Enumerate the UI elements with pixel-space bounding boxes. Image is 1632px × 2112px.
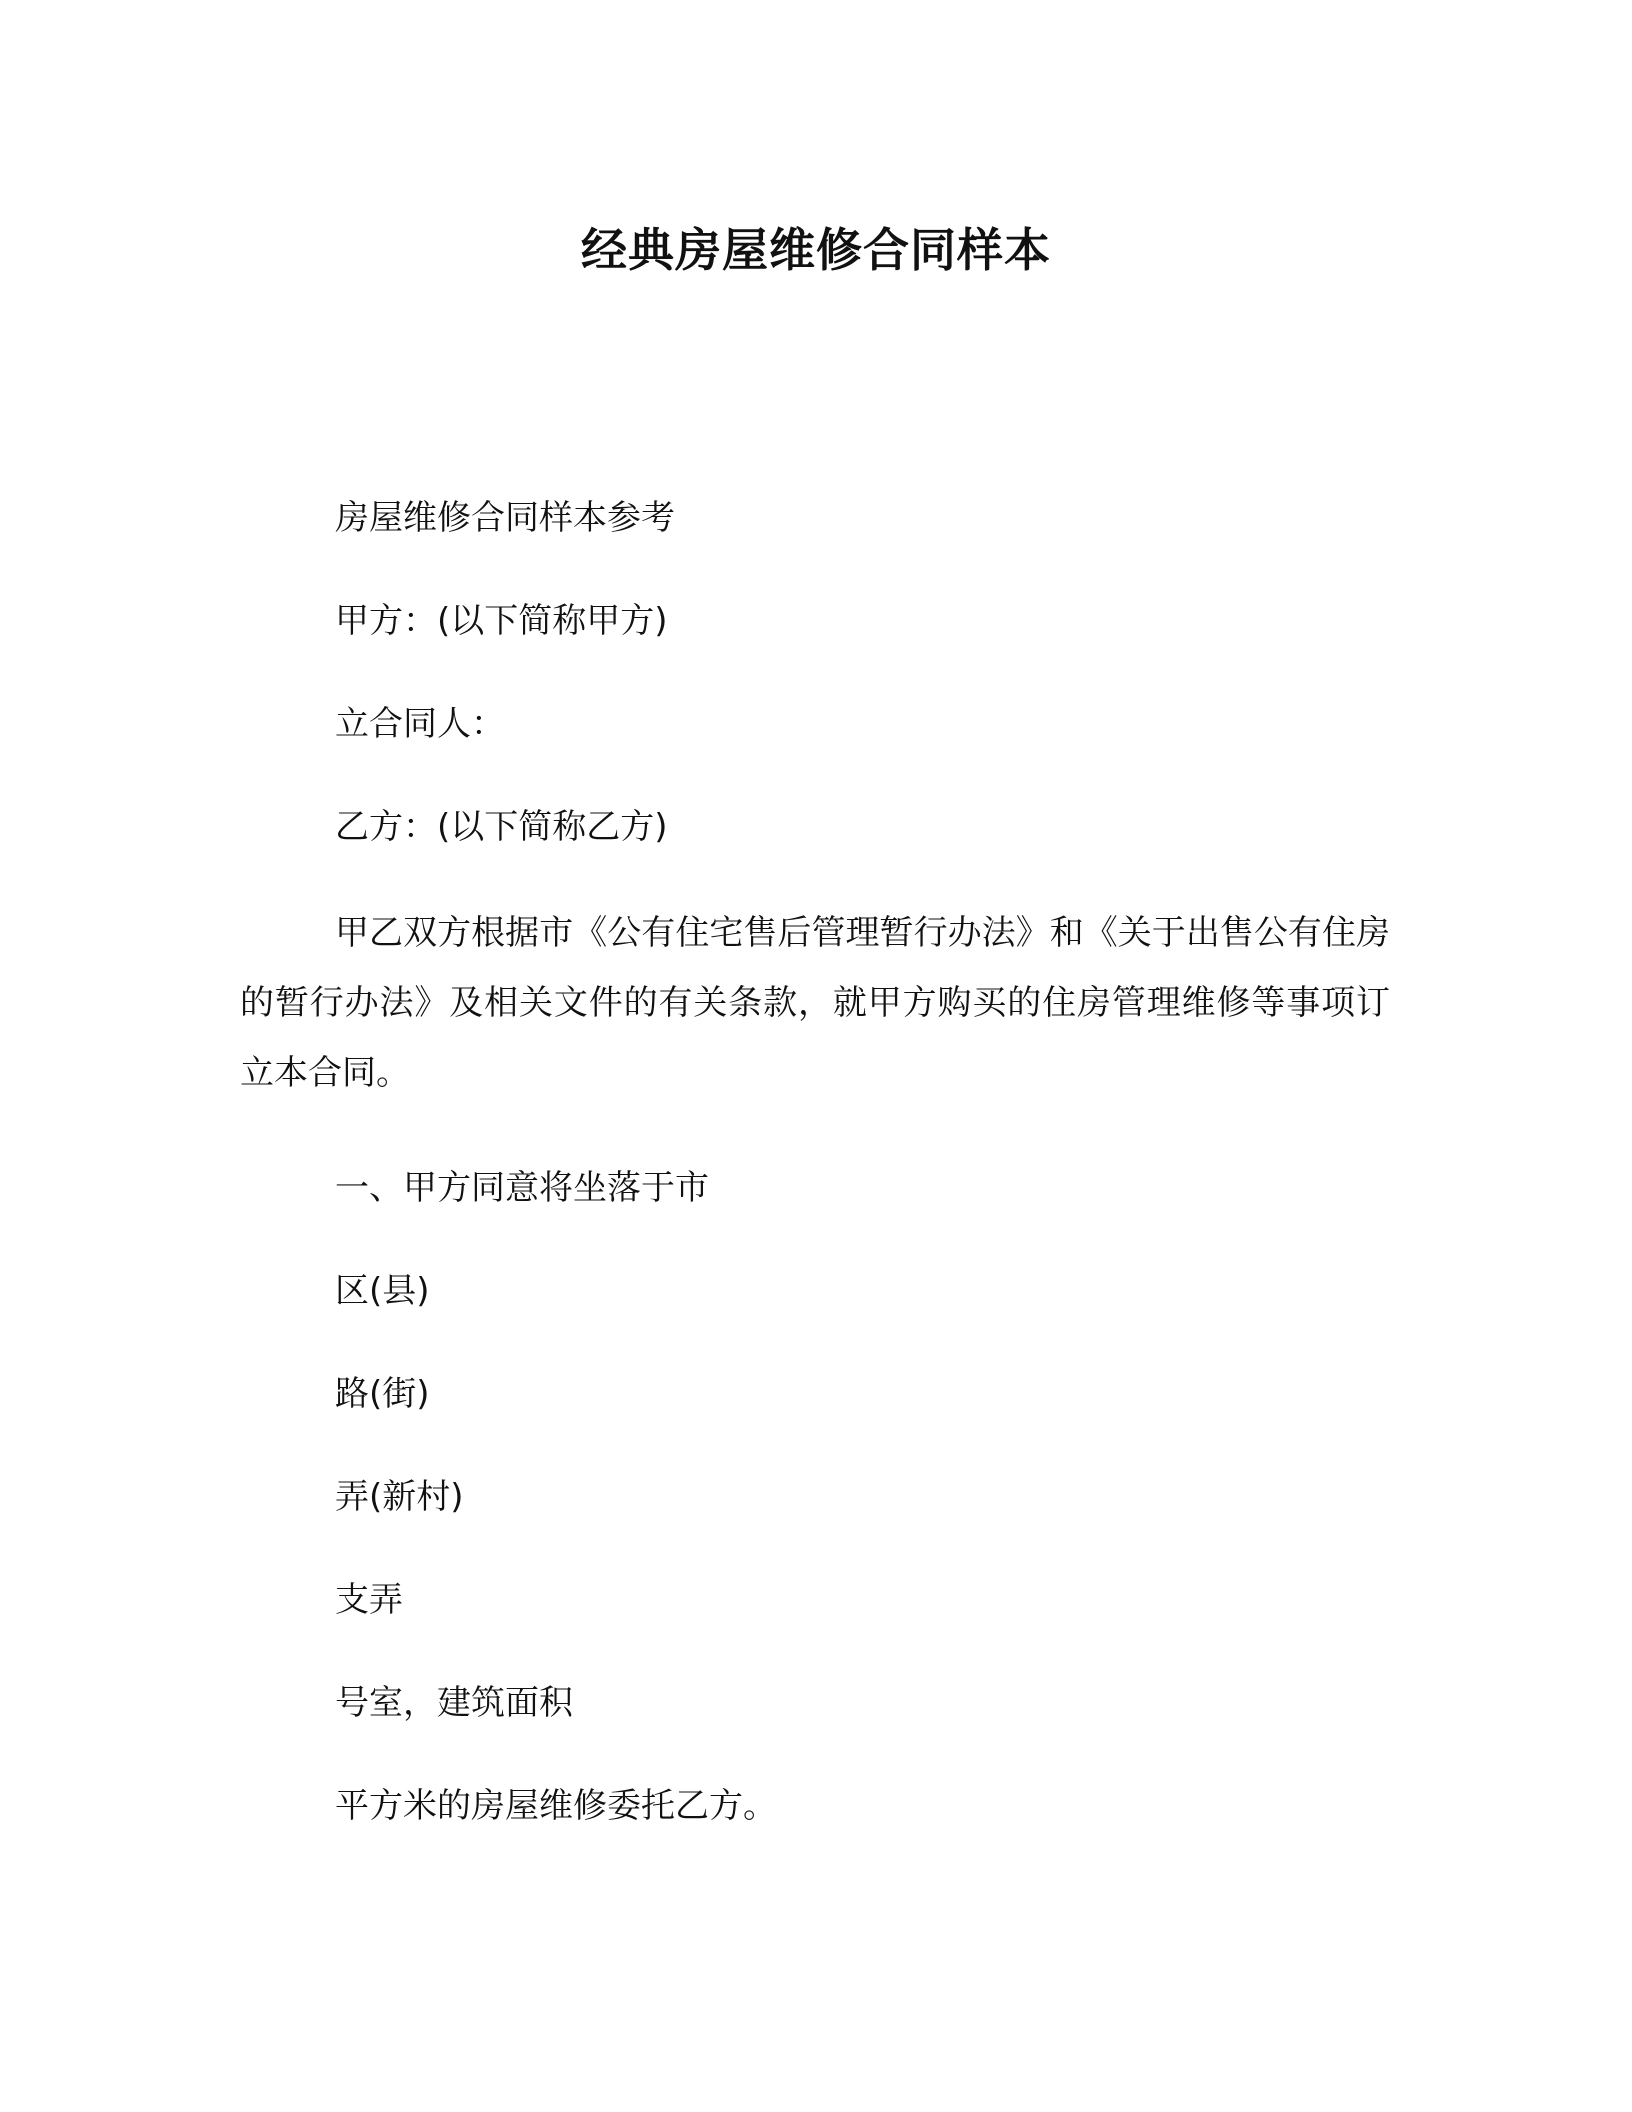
clause-1-line-3: 路(街) — [335, 1374, 430, 1414]
clause-1-line-5: 支弄 — [335, 1580, 403, 1620]
clause-1-line-4: 弄(新村) — [335, 1477, 464, 1517]
party-a-line: 甲方：(以下简称甲方) — [335, 601, 668, 641]
intro-paragraph: 甲乙双方根据市《公有住宅售后管理暂行办法》和《关于出售公有住房的暂行办法》及相关文件的有关条款，就甲方购买的住房管理维修等事项订立本合同。 — [240, 913, 1390, 1093]
document-title: 经典房屋维修合同样本 — [581, 223, 1051, 277]
subtitle-line: 房屋维修合同样本参考 — [335, 498, 675, 538]
signatory-line: 立合同人： — [335, 704, 505, 744]
party-b-line: 乙方：(以下简称乙方) — [335, 807, 668, 847]
clause-1-line-7: 平方米的房屋维修委托乙方。 — [335, 1786, 777, 1826]
clause-1-line-6: 号室，建筑面积 — [335, 1683, 573, 1723]
clause-1-line-1: 一、甲方同意将坐落于市 — [335, 1168, 709, 1208]
clause-1-line-2: 区(县) — [335, 1271, 430, 1311]
